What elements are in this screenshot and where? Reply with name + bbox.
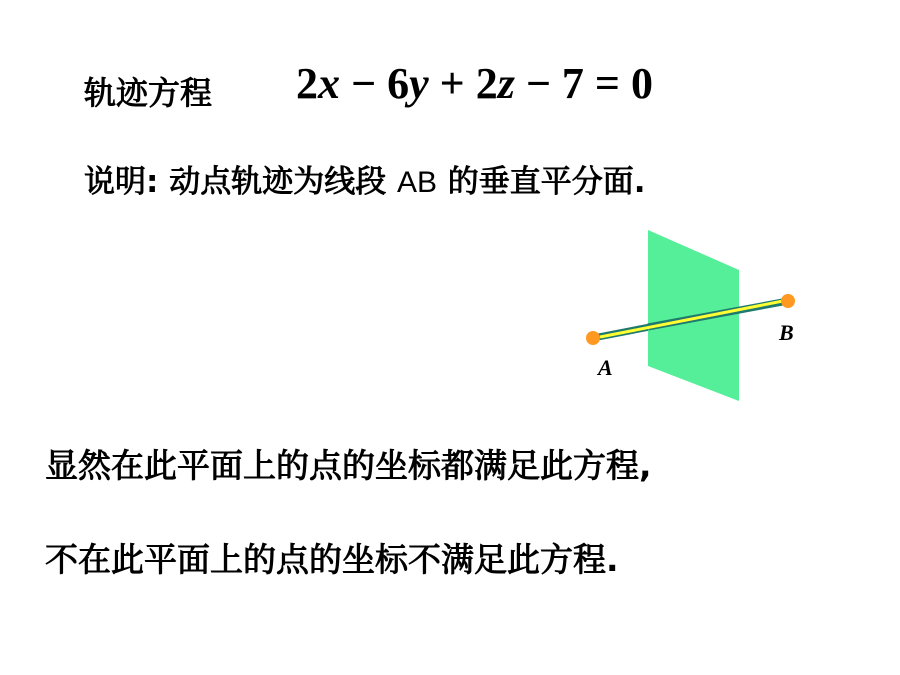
statement-on-plane: 显然在此平面上的点的坐标都满足此方程,	[45, 446, 652, 485]
point-b-label: B	[779, 320, 794, 345]
point-a-label: A	[598, 355, 613, 380]
equation-var-y: y	[409, 59, 429, 108]
plane-equation	[296, 58, 653, 109]
equation-op-1: −	[340, 59, 388, 108]
segment-name: AB	[396, 166, 438, 199]
explanation-suffix: 的垂直平分面.	[437, 164, 646, 200]
figure-svg	[560, 220, 820, 420]
equation-var-x: x	[318, 59, 340, 108]
equation-coef-2: 6	[387, 59, 410, 108]
equation-coef-3: 2	[475, 59, 498, 108]
equation-const: 7	[561, 59, 584, 108]
equation-var-z: z	[497, 59, 515, 108]
point-a-marker	[586, 331, 600, 345]
equation-coef-1: 2	[296, 59, 318, 108]
equation-op-3: −	[514, 59, 562, 108]
perpendicular-bisector-figure	[560, 220, 820, 420]
explanation-prefix: 说明: 动点轨迹为线段	[84, 164, 397, 200]
statement-off-plane: 不在此平面上的点的坐标不满足此方程.	[45, 540, 619, 579]
trajectory-equation-heading: 轨迹方程	[84, 74, 213, 112]
equation-rhs: 0	[630, 59, 653, 108]
point-b-marker	[781, 294, 795, 308]
explanation-text	[84, 156, 646, 201]
equation-op-2: +	[428, 59, 476, 108]
equation-equals: =	[583, 59, 631, 108]
